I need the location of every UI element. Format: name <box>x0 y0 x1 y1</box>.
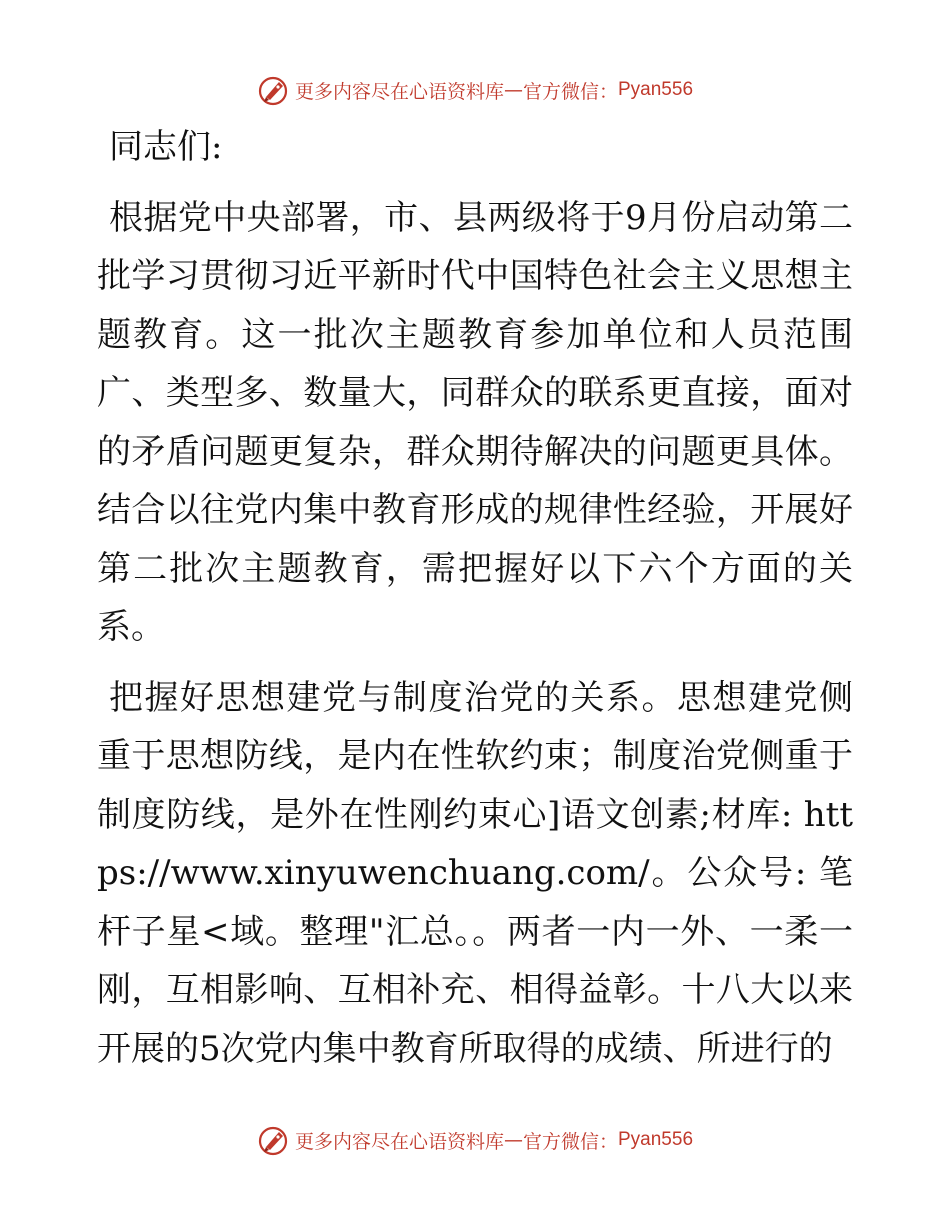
header-brand-text: 更多内容尽在心语资料库 <box>294 80 504 103</box>
footer-watermark <box>0 1120 950 1160</box>
header-separator: — <box>503 79 523 101</box>
greeting: 同志们: <box>109 127 223 167</box>
paragraph-2: 把握好思想建党与制度治党的关系。思想建党侧重于思想防线，是内在性软约束；制度治党侧重于制度防线，是外在性刚约束心]语文创素;材库: https://www.xinyuwenchuang.com/。公众号: 笔杆子星<域。整理"汇总。。两者一内一外、一柔一刚，互相影响、互相补充、相得益彰。十八大以来开展的5次党内集中教育所取得的成绩、所进行的 <box>97 677 853 1069</box>
document-body <box>97 118 853 1078</box>
pen-nib-circle-icon <box>257 1123 291 1157</box>
footer-wechat-label: 官方微信： <box>522 1130 618 1153</box>
footer-wechat-id: Pyan556 <box>618 1129 694 1150</box>
footer-brand-text: 更多内容尽在心语资料库 <box>294 1130 504 1153</box>
footer-separator: — <box>503 1129 523 1151</box>
header-watermark <box>0 70 950 110</box>
paragraph-1: 根据党中央部署，市、县两级将于9月份启动第二批学习贯彻习近平新时代中国特色社会主义思想主题教育。这一批次主题教育参加单位和人员范围广、类型多、数量大，同群众的联系更直接，面对的矛盾问题更复杂，群众期待解决的问题更具体。结合以往党内集中教育形成的规律性经验，开展好第二批次主题教育，需把握好以下六个方面的关系。 <box>97 197 853 647</box>
header-wechat-id: Pyan556 <box>618 79 694 100</box>
header-wechat-label: 官方微信： <box>522 80 618 103</box>
pen-nib-circle-icon <box>257 73 291 107</box>
